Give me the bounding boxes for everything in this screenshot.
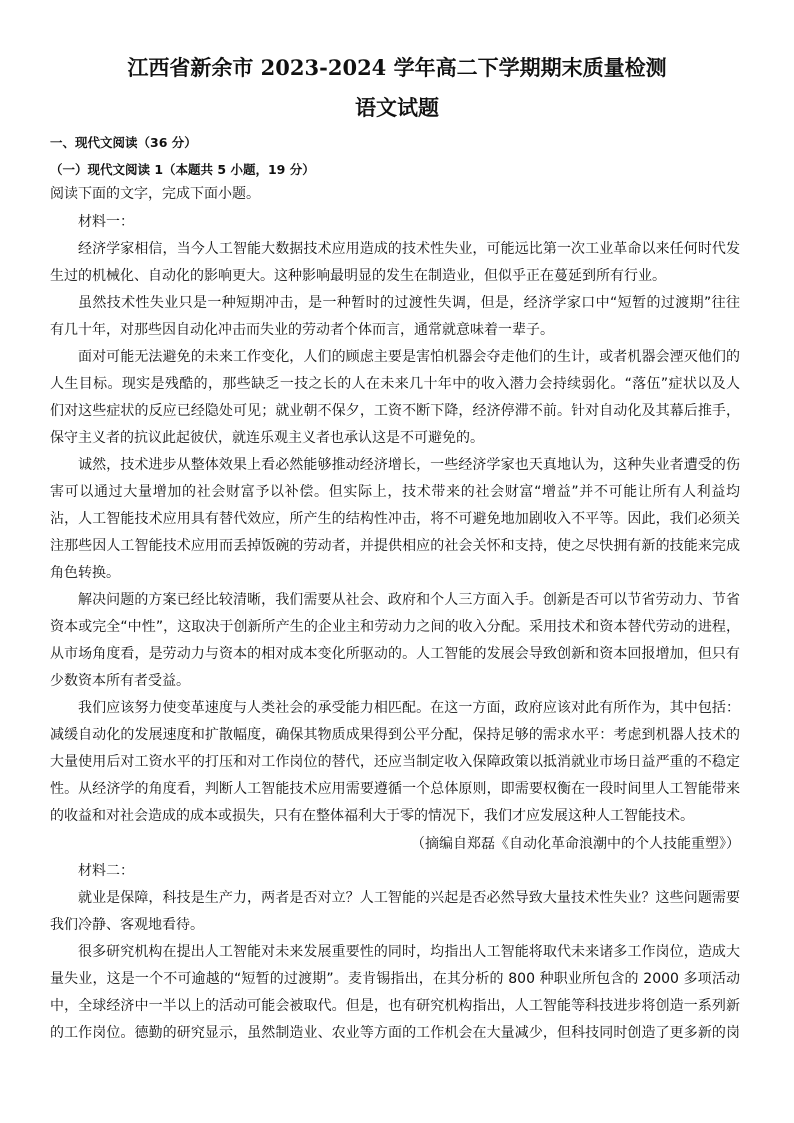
paragraph-line: 的收益和对社会造成的成本或损失，只有在整体福利大于零的情况下，我们才应发展这种人工智能技术。 [50, 808, 694, 824]
paragraph-line: 从市场角度看，是劳动力与资本的相对成本变化所驱动的。人工智能的发展会导致创新和资本回报增加，但只有 [50, 646, 740, 662]
paragraph-line: 就业是保障，科技是生产力，两者是否对立？人工智能的兴起是否必然导致大量技术性失业？这些问题需要 [78, 890, 740, 906]
paragraph-line: 资本或完全“中性”，这取决于创新所产生的企业主和劳动力之间的收入分配。采用技术和资本替代劳动的进程， [50, 619, 740, 635]
paragraph-line: 角色转换。 [50, 565, 120, 581]
paragraph-line: 诚然，技术进步从整体效果上看必然能够推动经济增长，一些经济学家也天真地认为，这种失业者遭受的伤 [78, 457, 740, 473]
paragraph-line: 减缓自动化的发展速度和扩散幅度，确保其物质成果得到公平分配，保持足够的需求水平：考虑到机器人技术的 [50, 727, 740, 743]
document-title: 江西省新余市 2023-2024 学年高二下学期期末质量检测 [127, 55, 667, 80]
paragraph-line: 少数资本所有者受益。 [50, 673, 190, 689]
section-heading: 一、现代文阅读（36 分） [50, 135, 197, 150]
paragraph-line: 注那些因人工智能技术应用而丢掉饭碗的劳动者，并提供相应的社会关怀和支持，使之尽快拥有新的技能来完成 [50, 538, 740, 554]
paragraph-line: 经济学家相信，当今人工智能大数据技术应用造成的技术性失业，可能远比第一次工业革命以来任何时代发 [78, 241, 740, 257]
paragraph-line: 保守主义者的抗议此起彼伏，就连乐观主义者也承认这是不可避免的。 [50, 430, 484, 446]
paragraph-line: 我们冷静、客观地看待。 [50, 917, 204, 933]
paragraph-line: 解决问题的方案已经比较清晰，我们需要从社会、政府和个人三方面入手。创新是否可以节省劳动力、节省 [78, 592, 740, 608]
source-citation: （摘编自郑磊《自动化革命浪潮中的个人技能重塑》） [411, 836, 740, 852]
paragraph-line: 很多研究机构在提出人工智能对未来发展重要性的同时，均指出人工智能将取代未来诸多工作岗位，造成大 [78, 944, 740, 960]
paragraph-line: 们对这些症状的反应已经隐处可见；就业朝不保夕，工资不断下降，经济停滞不前。针对自动化及其幕后推手， [50, 403, 740, 419]
material2-label: 材料二： [78, 863, 134, 879]
paragraph-line: 人生目标。现实是残酷的，那些缺乏一技之长的人在未来几十年中的收入潜力会持续弱化。“落伍”症状以及人 [50, 376, 740, 392]
paragraph-line: 沾，人工智能技术应用具有替代效应，所产生的结构性冲击，将不可避免地加剧收入不平等。因此，我们必须关 [50, 511, 740, 527]
material1-label: 材料一： [78, 214, 134, 230]
instruction-text: 阅读下面的文字，完成下面小题。 [50, 186, 260, 202]
paragraph-line: 虽然技术性失业只是一种短期冲击，是一种暂时的过渡性失调，但是，经济学家口中“短暂的过渡期”往往 [78, 295, 740, 311]
paragraph-line: 的工作岗位。德勤的研究显示，虽然制造业、农业等方面的工作机会在大量减少，但科技同时创造了更多新的岗 [50, 1025, 740, 1041]
paragraph-line: 大量使用后对工资水平的打压和对工作岗位的替代，还应当制定收入保障政策以抵消就业市场日益严重的不稳定 [50, 754, 740, 770]
paragraph-line: 有几十年，对那些因自动化冲击而失业的劳动者个体而言，通常就意味着一辈子。 [50, 322, 554, 338]
paragraph-line: 中，全球经济中一半以上的活动可能会被取代。但是，也有研究机构指出，人工智能等科技进步将创造一系列新 [50, 998, 740, 1014]
paragraph-line: 量失业，这是一个不可逾越的“短暂的过渡期”。麦肯锡指出，在其分析的 800 种职业所包含的 2000 多项活动 [50, 971, 740, 987]
paragraph-line: 性。从经济学的角度看，判断人工智能技术应用需要遵循一个总体原则，即需要权衡在一段时间里人工智能带来 [50, 781, 740, 797]
document-subtitle: 语文试题 [355, 95, 439, 120]
paragraph-line: 害可以通过大量增加的社会财富予以补偿。但实际上，技术带来的社会财富“增益”并不可能让所有人利益均 [50, 484, 740, 500]
subsection-heading: （一）现代文阅读 1（本题共 5 小题，19 分） [50, 162, 315, 177]
paragraph-line: 生过的机械化、自动化的影响更大。这种影响最明显的发生在制造业，但似乎正在蔓延到所有行业。 [50, 268, 666, 284]
paragraph-line: 我们应该努力使变革速度与人类社会的承受能力相匹配。在这一方面，政府应该对此有所作为，其中包括： [78, 700, 740, 716]
paragraph-line: 面对可能无法避免的未来工作变化，人们的顾虑主要是害怕机器会夺走他们的生计，或者机器会湮灭他们的 [78, 349, 740, 365]
